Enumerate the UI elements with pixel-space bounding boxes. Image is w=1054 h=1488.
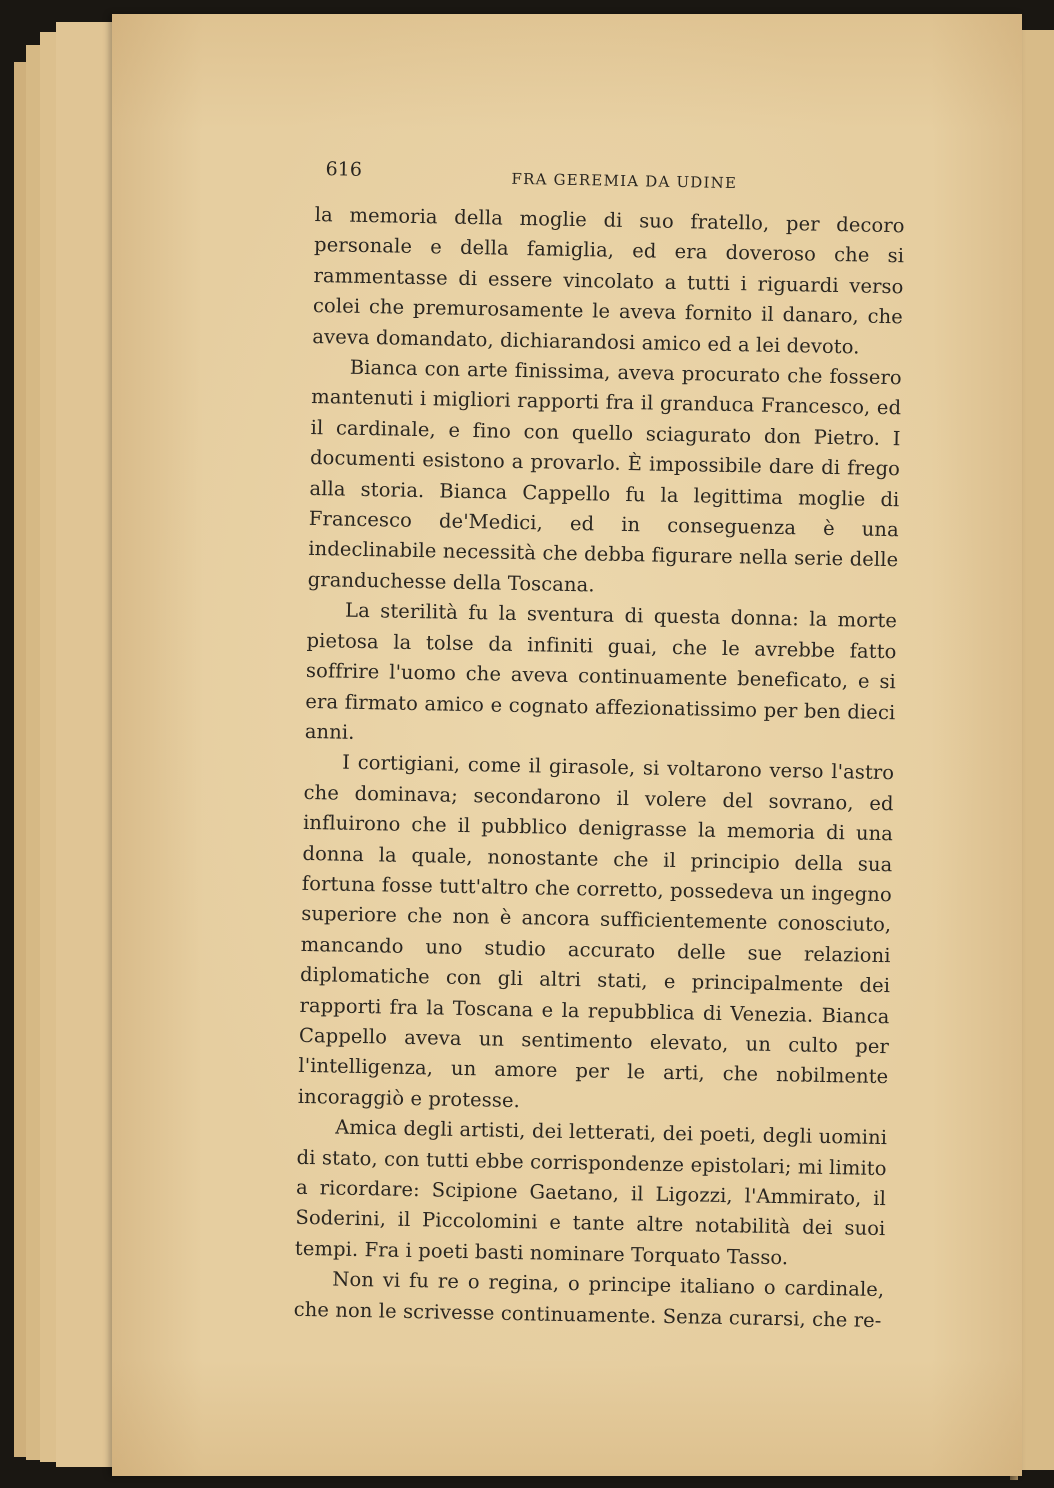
paragraph: Bianca con arte finissima, aveva procurato che fossero mantenuti i migliori rapporti fra il granduca Francesco, ed il cardinale, e fino con quello sciagurato don Pietro. I documenti esistono a provarlo. È impossibile dare di frego alla storia. Bianca Cappello fu la legittima moglie di Francesco de'Medici, ed in conseguenza è una indeclinabile necessità che debba figurare nella serie delle granduchesse della Toscana.: [307, 355, 902, 597]
paragraph: la memoria della moglie di suo fratello, per decoro personale e della famiglia, ed era doveroso che si rammentasse di essere vincolato a tutti i riguardi verso colei che premurosamente le aveva fornito il danaro, che aveva domandato, dichiarandosi amico ed a lei devoto.: [312, 202, 905, 359]
body-text: [293, 200, 904, 1336]
page-content: [293, 150, 905, 1336]
paragraph: La sterilità fu la sventura di questa donna: la morte pietosa la tolse da infiniti guai, che le avrebbe fatto soffrire l'uomo che aveva continuamente beneficato, e si era firmato amico e cognato affezionatissimo per ben dieci anni.: [304, 598, 898, 744]
page-number: 616: [325, 158, 363, 181]
paragraph: Non vi fu re o regina, o principe italiano o cardinale, che non le scrivesse continuamente. Senza curarsi, che re-: [293, 1267, 885, 1332]
running-head-title: FRA GEREMIA DA UDINE: [511, 169, 738, 193]
paragraph: Amica degli artisti, dei letterati, dei poeti, degli uomini di stato, con tutti ebbe corrispondenze epistolari; mi limito a ricordare: Scipione Gaetano, il Ligozzi, l'Ammirato, il Soderini, il Piccolomini e tante altre notabilità dei suoi tempi. Fra i poeti basti nominare Torquato Tasso.: [294, 1115, 888, 1270]
paragraph: I cortigiani, come il girasole, si voltarono verso l'astro che dominava; secondarono il volere del sovrano, ed influirono che il pubblico denigrasse la memoria di una donna la quale, nonostante che il principio della sua fortuna fosse tutt'altro che corretto, possedeva un ingegno superiore che non è ancora sufficientemente conosciuto, mancando uno studio accurato delle sue relazioni diplomatiche con gli altri stati, e principalmente dei rapporti fra la Toscana e la repubblica di Venezia. Bianca Cappello aveva un sentimento elevato, un culto per l'intelligenza, un amore per le arti, che nobilmente incoraggiò e protesse.: [297, 750, 895, 1112]
